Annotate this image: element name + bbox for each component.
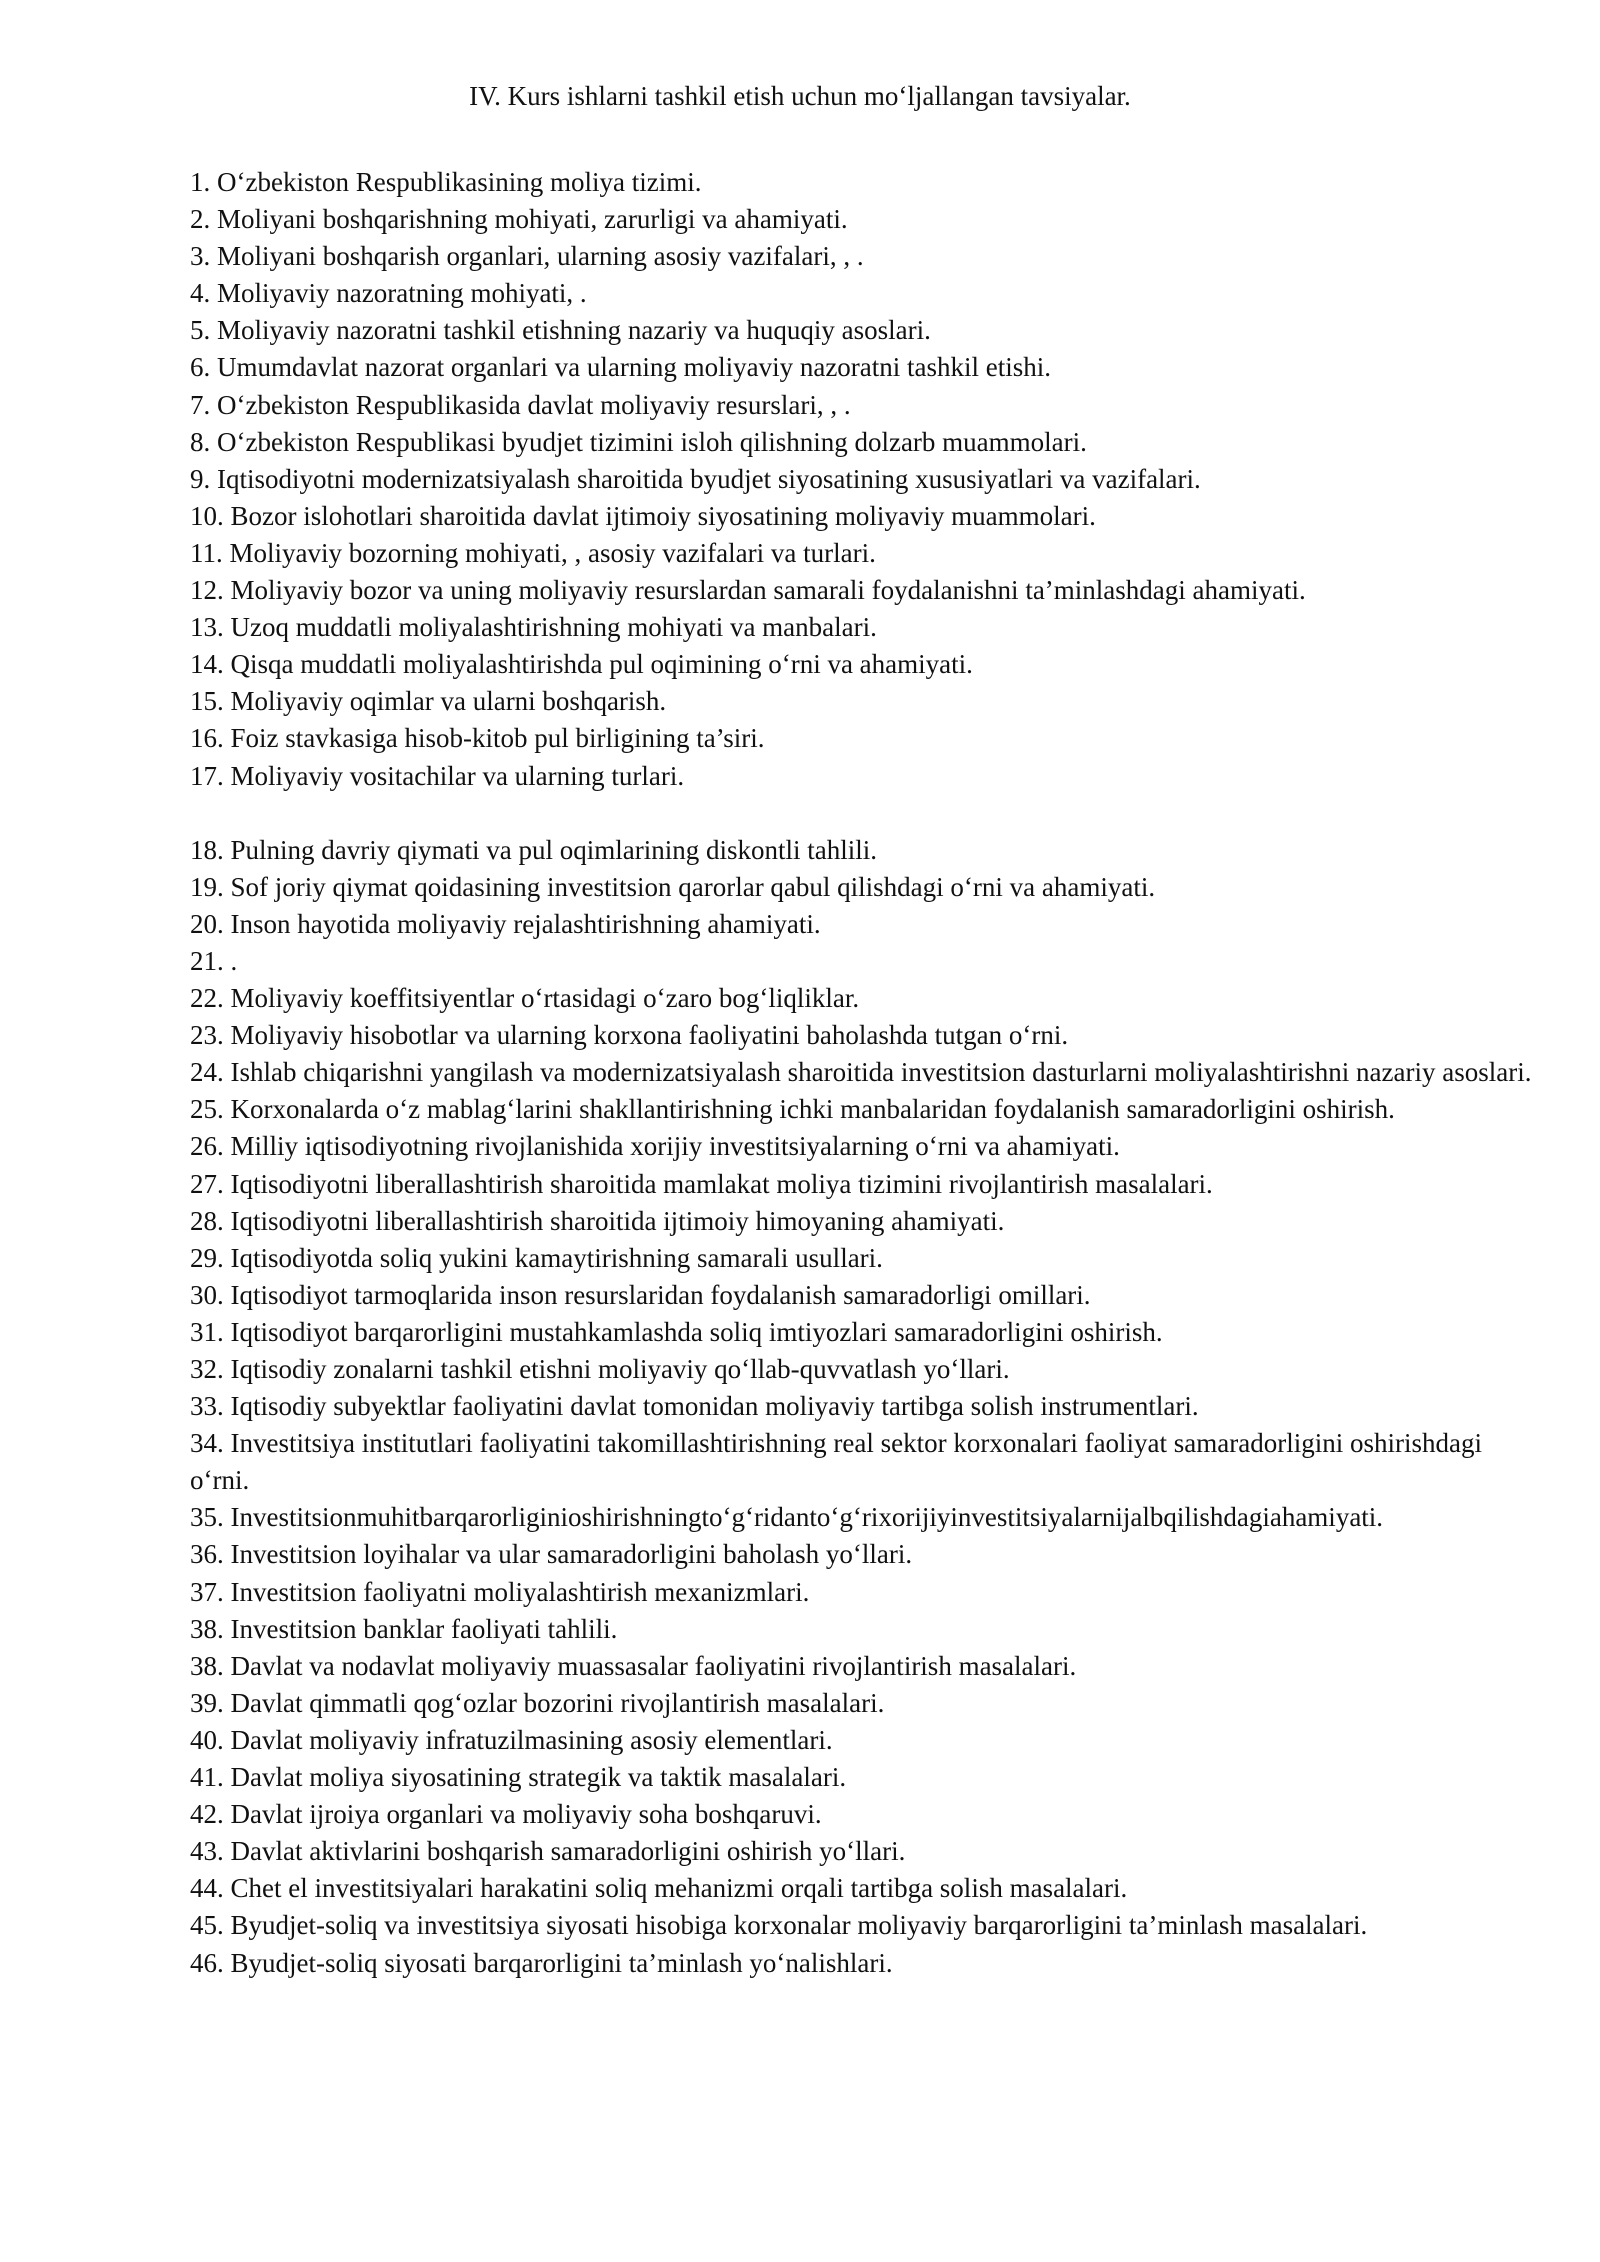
list-item: 41. Davlat moliya siyosatining strategik va taktik masalalari. bbox=[190, 1762, 847, 1793]
list-item: 4. Moliyaviy nazoratning mohiyati, . bbox=[190, 278, 587, 309]
list-item: 32. Iqtisodiy zonalarni tashkil etishni moliyaviy qo‘llab-quvvatlash yo‘llari. bbox=[190, 1354, 1010, 1384]
list-item: 43. Davlat aktivlarini boshqarish samaradorligini oshirish yo‘llari. bbox=[190, 1836, 906, 1867]
list-item: 10. Bozor islohotlari sharoitida davlat ijtimoiy siyosatining moliyaviy muammolari. bbox=[190, 500, 1096, 531]
list-item: 23. Moliyaviy hisobotlar va ularning korxona faoliyatini baholashda tutgan o‘rni. bbox=[190, 1020, 1069, 1051]
list-item: 21. . bbox=[190, 945, 238, 976]
list-item: 2. Moliyani boshqarishning mohiyati, zarurligi va ahamiyati. bbox=[190, 204, 848, 235]
list-item: 30. Iqtisodiyot tarmoqlarida inson resurslaridan foydalanish samaradorligi omillari. bbox=[190, 1279, 1091, 1310]
list-item: 33. Iqtisodiy subyektlar faoliyatini davlat tomonidan moliyaviy tartibga solish instrumentlari. bbox=[190, 1391, 1199, 1422]
list-item: 7. O‘zbekiston Respublikasida davlat moliyaviy resurslari, , . bbox=[190, 389, 851, 420]
list-item: 6. Umumdavlat nazorat organlari va ularning moliyaviy nazoratni tashkil etishi. bbox=[190, 352, 1052, 383]
list-item: 35. Investitsionmuhitbarqarorliginioshirishningto‘g‘ridanto‘g‘rixorijiyinvestitsiyalarnijalbqilishdagiahamiyati. bbox=[190, 1502, 1384, 1533]
list-item: 5. Moliyaviy nazoratni tashkil etishning nazariy va huquqiy asoslari. bbox=[190, 315, 931, 346]
page-title: IV. Kurs ishlarni tashkil etish uchun mo‘ljallangan tavsiyalar. bbox=[469, 81, 1131, 111]
list-item: 40. Davlat moliyaviy infratuzilmasining asosiy elementlari. bbox=[190, 1724, 833, 1755]
list-item: 39. Davlat qimmatli qog‘ozlar bozorini rivojlantirish masalalari. bbox=[190, 1687, 885, 1718]
list-item: 29. Iqtisodiyotda soliq yukini kamaytirishning samarali usullari. bbox=[190, 1242, 883, 1273]
list-item: 37. Investitsion faoliyatni moliyalashtirish mexanizmlari. bbox=[190, 1576, 810, 1607]
list-item: 14. Qisqa muddatli moliyalashtirishda pul oqimining o‘rni va ahamiyati. bbox=[190, 649, 973, 680]
list-item: 46. Byudjet-soliq siyosati barqarorligini ta’minlash yo‘nalishlari. bbox=[190, 1947, 893, 1978]
list-item: 36. Investitsion loyihalar va ular samaradorligini baholash yo‘llari. bbox=[190, 1539, 913, 1570]
list-item: 11. Moliyaviy bozorning mohiyati, , asosiy vazifalari va turlari. bbox=[190, 537, 876, 568]
list-item: 34. Investitsiya institutlari faoliyatini takomillashtirishning real sektor korxonalari faoliyat samaradorligini oshirishdagi o‘rni. bbox=[190, 1428, 1482, 1496]
list-item: 38. Investitsion banklar faoliyati tahlili. bbox=[190, 1613, 618, 1644]
list-item: 45. Byudjet-soliq va investitsiya siyosati hisobiga korxonalar moliyaviy barqarorligini ta’minlash masalalari. bbox=[190, 1910, 1368, 1941]
list-item: 18. Pulning davriy qiymati va pul oqimlarining diskontli tahlili. bbox=[190, 834, 877, 865]
list-item: 17. Moliyaviy vositachilar va ularning turlari. bbox=[190, 760, 685, 791]
list-item: 26. Milliy iqtisodiyotning rivojlanishida xorijiy investitsiyalarning o‘rni va ahamiyati. bbox=[190, 1131, 1120, 1162]
list-item: 3. Moliyani boshqarish organlari, ularning asosiy vazifalari, , . bbox=[190, 241, 864, 272]
list-item: 25. Korxonalarda o‘z mablag‘larini shakllantirishning ichki manbalaridan foydalanish samaradorligini oshirish. bbox=[190, 1094, 1395, 1125]
list-item: 9. Iqtisodiyotni modernizatsiyalash sharoitida byudjet siyosatining xususiyatlari va vazifalari. bbox=[190, 463, 1201, 494]
list-item: 15. Moliyaviy oqimlar va ularni boshqarish. bbox=[190, 686, 667, 717]
list-item: 44. Chet el investitsiyalari harakatini soliq mehanizmi orqali tartibga solish masalalari. bbox=[190, 1873, 1128, 1904]
list-item: 12. Moliyaviy bozor va uning moliyaviy resurslardan samarali foydalanishni ta’minlashdagi ahamiyati. bbox=[190, 575, 1306, 606]
list-item: 28. Iqtisodiyotni liberallashtirish sharoitida ijtimoiy himoyaning ahamiyati. bbox=[190, 1205, 1005, 1236]
list-item: 19. Sof joriy qiymat qoidasining investitsion qarorlar qabul qilishdagi o‘rni va ahamiyati. bbox=[190, 871, 1156, 902]
list-item: 22. Moliyaviy koeffitsiyentlar o‘rtasidagi o‘zaro bog‘liqliklar. bbox=[190, 983, 860, 1014]
list-item: 13. Uzoq muddatli moliyalashtirishning mohiyati va manbalari. bbox=[190, 612, 877, 643]
list-item: 42. Davlat ijroiya organlari va moliyaviy soha boshqaruvi. bbox=[190, 1799, 822, 1830]
list-item: 20. Inson hayotida moliyaviy rejalashtirishning ahamiyati. bbox=[190, 908, 821, 939]
list-item: 8. O‘zbekiston Respublikasi byudjet tizimini isloh qilishning dolzarb muammolari. bbox=[190, 426, 1087, 457]
list-item: 27. Iqtisodiyotni liberallashtirish sharoitida mamlakat moliya tizimini rivojlantirish masalalari. bbox=[190, 1168, 1213, 1199]
list-item: 16. Foiz stavkasiga hisob-kitob pul birligining ta’siri. bbox=[190, 723, 765, 754]
list-item: 24. Ishlab chiqarishni yangilash va modernizatsiyalash sharoitida investitsion dasturlarni moliyalashtirishni nazariy asoslari. bbox=[190, 1057, 1532, 1088]
topic-list bbox=[190, 164, 1537, 1982]
list-item: 38. Davlat va nodavlat moliyaviy muassasalar faoliyatini rivojlantirish masalalari. bbox=[190, 1650, 1077, 1681]
list-item: 31. Iqtisodiyot barqarorligini mustahkamlashda soliq imtiyozlari samaradorligini oshirish. bbox=[190, 1316, 1163, 1347]
list-item: 1. O‘zbekiston Respublikasining moliya tizimi. bbox=[190, 167, 702, 197]
